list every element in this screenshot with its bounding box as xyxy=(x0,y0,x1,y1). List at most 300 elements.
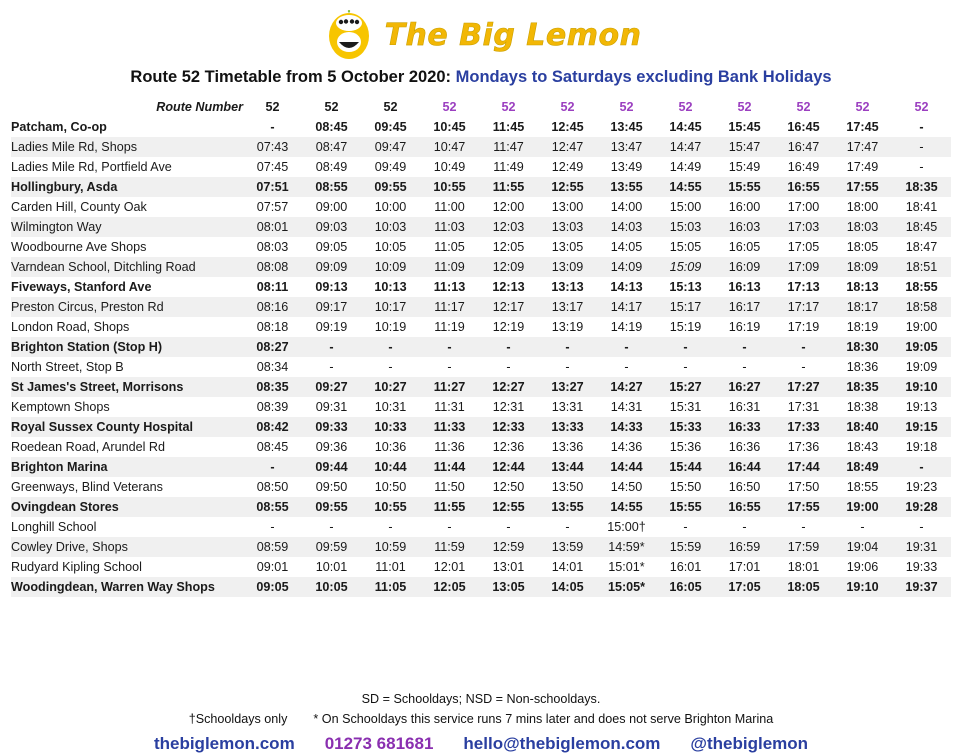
stop-name: Royal Sussex County Hospital xyxy=(11,417,243,437)
time-cell: 11:13 xyxy=(433,280,466,294)
time-cell: 10:33 xyxy=(361,417,420,437)
time-cell: 08:35 xyxy=(243,377,302,397)
time-cell: 12:47 xyxy=(538,137,597,157)
time-cell: 08:16 xyxy=(243,297,302,317)
time-cell: - xyxy=(565,360,570,374)
time-cell: 10:13 xyxy=(374,280,407,294)
time-cell: 12:00 xyxy=(492,200,525,214)
time-cell: 16:13 xyxy=(728,280,761,294)
stop-name: Cowley Drive, Shops xyxy=(11,537,243,557)
time-cell: 12:05 xyxy=(420,577,479,597)
route-number-col-9: 52 xyxy=(737,100,752,114)
table-row xyxy=(11,197,951,217)
time-cell: 19:23 xyxy=(905,480,938,494)
time-cell: 11:01 xyxy=(375,560,406,574)
stop-name: Ovingdean Stores xyxy=(11,497,243,517)
time-cell: 18:38 xyxy=(846,400,879,414)
time-cell: 11:31 xyxy=(434,400,465,414)
time-cell: 13:03 xyxy=(538,217,597,237)
time-cell: - xyxy=(447,360,452,374)
route-number-col-8: 52 xyxy=(678,100,693,114)
time-cell: 10:49 xyxy=(433,160,466,174)
time-cell: - xyxy=(302,337,361,357)
footnote-dagger: †Schooldays only xyxy=(188,712,288,726)
time-cell: 17:03 xyxy=(774,217,833,237)
time-cell: 13:27 xyxy=(538,377,597,397)
time-cell: 10:59 xyxy=(361,537,420,557)
time-cell: 17:49 xyxy=(846,160,879,174)
time-cell: 14:09 xyxy=(597,257,656,277)
time-cell: 13:59 xyxy=(538,537,597,557)
time-cell: 16:45 xyxy=(787,120,820,134)
time-cell: 16:36 xyxy=(728,440,761,454)
time-cell: 17:05 xyxy=(787,240,820,254)
time-cell: 11:55 xyxy=(420,497,479,517)
lemon-character-icon xyxy=(321,9,377,61)
time-cell: 17:09 xyxy=(774,257,833,277)
time-cell: - xyxy=(243,457,302,477)
time-cell: 15:47 xyxy=(715,137,774,157)
time-cell: 12:44 xyxy=(479,457,538,477)
timetable-body xyxy=(11,117,951,597)
phone-number[interactable]: 01273 681681 xyxy=(324,734,434,753)
time-cell: 15:45 xyxy=(728,120,761,134)
time-cell: 13:05 xyxy=(551,240,584,254)
time-cell: 13:09 xyxy=(538,257,597,277)
time-cell: 14:59* xyxy=(597,537,656,557)
time-cell: 11:50 xyxy=(434,480,465,494)
time-cell: 14:44 xyxy=(597,457,656,477)
stop-name: Greenways, Blind Veterans xyxy=(11,480,163,494)
time-cell: 11:27 xyxy=(420,377,479,397)
time-cell: 15:44 xyxy=(656,457,715,477)
time-cell: 14:03 xyxy=(597,217,656,237)
time-cell: 07:51 xyxy=(243,177,302,197)
time-cell: 09:03 xyxy=(302,217,361,237)
time-cell: 15:55 xyxy=(656,497,715,517)
stop-name: Rudyard Kipling School xyxy=(11,560,142,574)
email-link[interactable]: hello@thebiglemon.com xyxy=(463,734,661,753)
time-cell: 18:58 xyxy=(892,297,951,317)
time-cell: - xyxy=(329,520,334,534)
time-cell: 13:45 xyxy=(610,120,643,134)
table-row xyxy=(11,437,951,457)
time-cell: 13:13 xyxy=(551,280,584,294)
time-cell: 18:19 xyxy=(846,320,879,334)
time-cell: 17:17 xyxy=(774,297,833,317)
time-cell: - xyxy=(506,360,511,374)
time-cell: - xyxy=(270,520,275,534)
time-cell: 14:00 xyxy=(610,200,643,214)
time-cell: 15:27 xyxy=(656,377,715,397)
time-cell: 08:27 xyxy=(243,337,302,357)
time-cell: 19:09 xyxy=(905,360,938,374)
time-cell: 19:06 xyxy=(846,560,879,574)
time-cell: 18:41 xyxy=(905,200,938,214)
time-cell: - xyxy=(742,520,747,534)
time-cell: - xyxy=(919,160,924,174)
route-number-col-4: 52 xyxy=(442,100,457,114)
stop-name: Woodbourne Ave Shops xyxy=(11,240,147,254)
time-cell: 19:04 xyxy=(833,537,892,557)
time-cell: 12:05 xyxy=(492,240,525,254)
stop-name: Ladies Mile Rd, Portfield Ave xyxy=(11,160,172,174)
time-cell: 12:33 xyxy=(479,417,538,437)
time-cell: - xyxy=(388,360,393,374)
route-number-col-10: 52 xyxy=(796,100,811,114)
time-cell: 16:19 xyxy=(728,320,761,334)
stop-name: Woodingdean, Warren Way Shops xyxy=(11,577,243,597)
time-cell: 08:11 xyxy=(256,280,289,294)
time-cell: 17:27 xyxy=(774,377,833,397)
time-cell: 18:36 xyxy=(846,360,879,374)
time-cell: 15:03 xyxy=(656,217,715,237)
time-cell: 16:49 xyxy=(787,160,820,174)
time-cell: 11:19 xyxy=(434,320,465,334)
time-cell: 16:05 xyxy=(656,577,715,597)
stop-name: Brighton Marina xyxy=(11,457,243,477)
table-row xyxy=(11,157,951,177)
time-cell: 07:43 xyxy=(243,137,302,157)
time-cell: 09:55 xyxy=(302,497,361,517)
time-cell: 09:13 xyxy=(315,280,348,294)
time-cell: 12:36 xyxy=(492,440,525,454)
route-number-col-3: 52 xyxy=(383,100,398,114)
time-cell: 09:01 xyxy=(256,560,289,574)
time-cell: 17:31 xyxy=(787,400,820,414)
stop-name: Roedean Road, Arundel Rd xyxy=(11,440,166,454)
time-cell: 16:01 xyxy=(669,560,702,574)
time-cell: 17:33 xyxy=(774,417,833,437)
time-cell: 11:44 xyxy=(420,457,479,477)
time-cell: 11:47 xyxy=(479,137,538,157)
time-cell: 16:33 xyxy=(715,417,774,437)
time-cell: 18:40 xyxy=(833,417,892,437)
time-cell: 15:17 xyxy=(656,297,715,317)
time-cell: 19:15 xyxy=(892,417,951,437)
time-cell: 14:05 xyxy=(610,240,643,254)
time-cell: 17:00 xyxy=(787,200,820,214)
time-cell: 09:00 xyxy=(315,200,348,214)
table-row xyxy=(11,217,951,237)
time-cell: 13:50 xyxy=(551,480,584,494)
time-cell: 08:45 xyxy=(256,440,289,454)
time-cell: 19:10 xyxy=(892,377,951,397)
time-cell: 12:45 xyxy=(551,120,584,134)
time-cell: 11:00 xyxy=(434,200,465,214)
time-cell: 17:01 xyxy=(728,560,761,574)
stop-name: Fiveways, Stanford Ave xyxy=(11,280,152,294)
time-cell: 08:45 xyxy=(315,120,348,134)
table-row xyxy=(11,497,951,517)
brand-name: The Big Lemon xyxy=(384,17,642,53)
time-cell: 14:50 xyxy=(610,480,643,494)
time-cell: 14:05 xyxy=(538,577,597,597)
stop-name: Hollingbury, Asda xyxy=(11,177,243,197)
time-cell: 11:59 xyxy=(420,537,479,557)
time-cell: 16:17 xyxy=(715,297,774,317)
time-cell: 10:44 xyxy=(361,457,420,477)
time-cell: 18:05 xyxy=(846,240,879,254)
time-cell: 11:09 xyxy=(420,257,479,277)
time-cell: 16:55 xyxy=(715,497,774,517)
time-cell: 10:36 xyxy=(374,440,407,454)
time-cell: 14:27 xyxy=(597,377,656,397)
time-cell: 17:50 xyxy=(787,480,820,494)
time-cell: 14:01 xyxy=(551,560,584,574)
time-cell: 17:55 xyxy=(833,177,892,197)
time-cell: 11:33 xyxy=(420,417,479,437)
time-cell: 14:49 xyxy=(669,160,702,174)
time-cell: 10:27 xyxy=(361,377,420,397)
time-cell: 16:47 xyxy=(774,137,833,157)
time-cell: 19:31 xyxy=(892,537,951,557)
time-cell: 09:31 xyxy=(315,400,348,414)
time-cell: 19:33 xyxy=(905,560,938,574)
time-cell: - xyxy=(479,337,538,357)
table-row xyxy=(11,137,951,157)
time-cell: 09:05 xyxy=(315,240,348,254)
time-cell: 13:19 xyxy=(551,320,584,334)
footnote-star: * On Schooldays this service runs 7 mins later and does not serve Brighton Marina xyxy=(313,712,774,726)
time-cell: 10:55 xyxy=(420,177,479,197)
time-cell: 08:03 xyxy=(256,240,289,254)
time-cell: 11:05 xyxy=(361,577,420,597)
time-cell: 14:33 xyxy=(597,417,656,437)
time-cell: 14:19 xyxy=(610,320,643,334)
time-cell: 08:55 xyxy=(302,177,361,197)
time-cell: 17:59 xyxy=(774,537,833,557)
stop-name: Longhill School xyxy=(11,520,97,534)
time-cell: 09:19 xyxy=(315,320,348,334)
time-cell: 15:05* xyxy=(597,577,656,597)
time-cell: 09:49 xyxy=(374,160,407,174)
route-number-col-11: 52 xyxy=(855,100,870,114)
time-cell: 14:45 xyxy=(669,120,702,134)
time-cell: 18:47 xyxy=(905,240,938,254)
time-cell: 08:39 xyxy=(256,400,289,414)
time-cell: 14:36 xyxy=(610,440,643,454)
time-cell: - xyxy=(361,337,420,357)
time-cell: 17:44 xyxy=(774,457,833,477)
time-cell: 12:31 xyxy=(492,400,525,414)
time-cell: 10:50 xyxy=(374,480,407,494)
time-cell: - xyxy=(538,337,597,357)
time-cell: - xyxy=(388,520,393,534)
time-cell: 08:01 xyxy=(243,217,302,237)
time-cell: - xyxy=(892,457,951,477)
time-cell: 15:50 xyxy=(669,480,702,494)
route-number-label: Route Number xyxy=(156,100,243,114)
time-cell: 11:05 xyxy=(434,240,465,254)
time-cell: 08:34 xyxy=(256,360,289,374)
time-cell: 15:09 xyxy=(656,257,715,277)
time-cell: 18:51 xyxy=(892,257,951,277)
time-cell: 14:55 xyxy=(597,497,656,517)
time-cell: 15:33 xyxy=(656,417,715,437)
time-cell: 15:55 xyxy=(715,177,774,197)
time-cell: 08:59 xyxy=(243,537,302,557)
table-row xyxy=(11,317,951,337)
time-cell: 15:13 xyxy=(669,280,702,294)
page-title xyxy=(0,68,962,87)
time-cell: - xyxy=(774,337,833,357)
time-cell: 10:55 xyxy=(361,497,420,517)
time-cell: - xyxy=(860,520,865,534)
stop-name: North Street, Stop B xyxy=(11,360,124,374)
time-cell: 15:00 xyxy=(669,200,702,214)
route-number-col-5: 52 xyxy=(501,100,516,114)
stop-name: Preston Circus, Preston Rd xyxy=(11,297,243,317)
time-cell: 10:31 xyxy=(374,400,407,414)
time-cell: 12:27 xyxy=(479,377,538,397)
time-cell: 11:55 xyxy=(479,177,538,197)
time-cell: 17:19 xyxy=(787,320,820,334)
time-cell: 16:27 xyxy=(715,377,774,397)
time-cell: 09:55 xyxy=(361,177,420,197)
website-link[interactable]: thebiglemon.com xyxy=(153,734,295,753)
time-cell: 15:01* xyxy=(608,560,645,574)
time-cell: 09:44 xyxy=(302,457,361,477)
table-row xyxy=(11,517,951,537)
logo-wrap xyxy=(321,9,642,61)
time-cell: 09:47 xyxy=(361,137,420,157)
time-cell: 13:49 xyxy=(610,160,643,174)
time-cell: 11:49 xyxy=(493,160,524,174)
time-cell: 13:55 xyxy=(597,177,656,197)
time-cell: 08:55 xyxy=(243,497,302,517)
time-cell: 18:09 xyxy=(833,257,892,277)
time-cell: 13:47 xyxy=(597,137,656,157)
time-cell: - xyxy=(270,120,275,134)
stop-name: Wilmington Way xyxy=(11,217,243,237)
time-cell: 10:17 xyxy=(361,297,420,317)
time-cell: 16:31 xyxy=(728,400,761,414)
time-cell: 08:49 xyxy=(315,160,348,174)
time-cell: 12:49 xyxy=(551,160,584,174)
time-cell: 19:13 xyxy=(905,400,938,414)
time-cell: - xyxy=(624,360,629,374)
time-cell: 08:42 xyxy=(243,417,302,437)
time-cell: - xyxy=(801,520,806,534)
time-cell: 18:13 xyxy=(846,280,879,294)
page-footer xyxy=(0,692,962,756)
time-cell: 13:44 xyxy=(538,457,597,477)
time-cell: 16:50 xyxy=(728,480,761,494)
route-number-col-2: 52 xyxy=(324,100,339,114)
time-cell: 12:17 xyxy=(479,297,538,317)
time-cell: 10:01 xyxy=(315,560,348,574)
time-cell: 16:55 xyxy=(774,177,833,197)
time-cell: 11:45 xyxy=(492,120,525,134)
time-cell: 10:03 xyxy=(361,217,420,237)
time-cell: 18:49 xyxy=(833,457,892,477)
table-row xyxy=(11,297,951,317)
time-cell: - xyxy=(656,337,715,357)
time-cell: 12:01 xyxy=(433,560,466,574)
time-cell: 18:05 xyxy=(774,577,833,597)
time-cell: 12:13 xyxy=(492,280,525,294)
route-number-col-12: 52 xyxy=(914,100,929,114)
table-row xyxy=(11,457,951,477)
time-cell: 19:18 xyxy=(905,440,938,454)
time-cell: 10:05 xyxy=(302,577,361,597)
time-cell: 15:59 xyxy=(656,537,715,557)
table-row xyxy=(11,417,951,437)
stop-name: Brighton Station (Stop H) xyxy=(11,337,243,357)
time-cell: 12:03 xyxy=(479,217,538,237)
footnote-row xyxy=(0,712,962,726)
time-cell: 15:31 xyxy=(669,400,702,414)
brand-header xyxy=(0,0,962,62)
table-row xyxy=(11,357,951,377)
time-cell: 12:50 xyxy=(492,480,525,494)
time-cell: 18:55 xyxy=(905,280,938,294)
time-cell: 16:03 xyxy=(715,217,774,237)
time-cell: 19:05 xyxy=(892,337,951,357)
time-cell: 18:17 xyxy=(833,297,892,317)
route-number-col-1: 52 xyxy=(265,100,280,114)
time-cell: 12:55 xyxy=(479,497,538,517)
time-cell: 18:35 xyxy=(833,377,892,397)
stop-name: Patcham, Co-op xyxy=(11,120,107,134)
time-cell: 14:17 xyxy=(597,297,656,317)
time-cell: 14:55 xyxy=(656,177,715,197)
social-handle[interactable]: @thebiglemon xyxy=(690,734,809,753)
route-number-col-7: 52 xyxy=(619,100,634,114)
time-cell: 13:55 xyxy=(538,497,597,517)
time-cell: 07:45 xyxy=(256,160,289,174)
time-cell: 15:00† xyxy=(607,520,646,534)
time-cell: 08:08 xyxy=(243,257,302,277)
time-cell: - xyxy=(447,520,452,534)
table-row xyxy=(11,237,951,257)
time-cell: 09:17 xyxy=(302,297,361,317)
time-cell: 16:09 xyxy=(715,257,774,277)
time-cell: 13:01 xyxy=(492,560,525,574)
time-cell: 15:05 xyxy=(669,240,702,254)
table-row xyxy=(11,397,951,417)
time-cell: 08:47 xyxy=(302,137,361,157)
time-cell: 17:13 xyxy=(787,280,820,294)
time-cell: 11:17 xyxy=(420,297,479,317)
time-cell: 18:30 xyxy=(833,337,892,357)
table-row xyxy=(11,257,951,277)
stop-name: Carden Hill, County Oak xyxy=(11,200,147,214)
time-cell: 12:09 xyxy=(479,257,538,277)
time-cell: 08:50 xyxy=(256,480,289,494)
time-cell: 09:33 xyxy=(302,417,361,437)
time-cell: - xyxy=(565,520,570,534)
table-row xyxy=(11,177,951,197)
time-cell: 19:00 xyxy=(905,320,938,334)
time-cell: 18:01 xyxy=(787,560,820,574)
table-row xyxy=(11,477,951,497)
title-route: Route 52 Timetable from 5 October 2020: xyxy=(130,68,452,86)
table-header-row xyxy=(11,97,951,117)
time-cell: 12:59 xyxy=(479,537,538,557)
time-cell: 19:10 xyxy=(833,577,892,597)
table-row xyxy=(11,337,951,357)
time-cell: 11:36 xyxy=(434,440,465,454)
stop-name: Ladies Mile Rd, Shops xyxy=(11,137,243,157)
time-cell: - xyxy=(919,120,924,134)
time-cell: - xyxy=(683,520,688,534)
time-cell: 15:19 xyxy=(669,320,702,334)
table-row xyxy=(11,537,951,557)
table-row xyxy=(11,277,951,297)
time-cell: 10:05 xyxy=(374,240,407,254)
